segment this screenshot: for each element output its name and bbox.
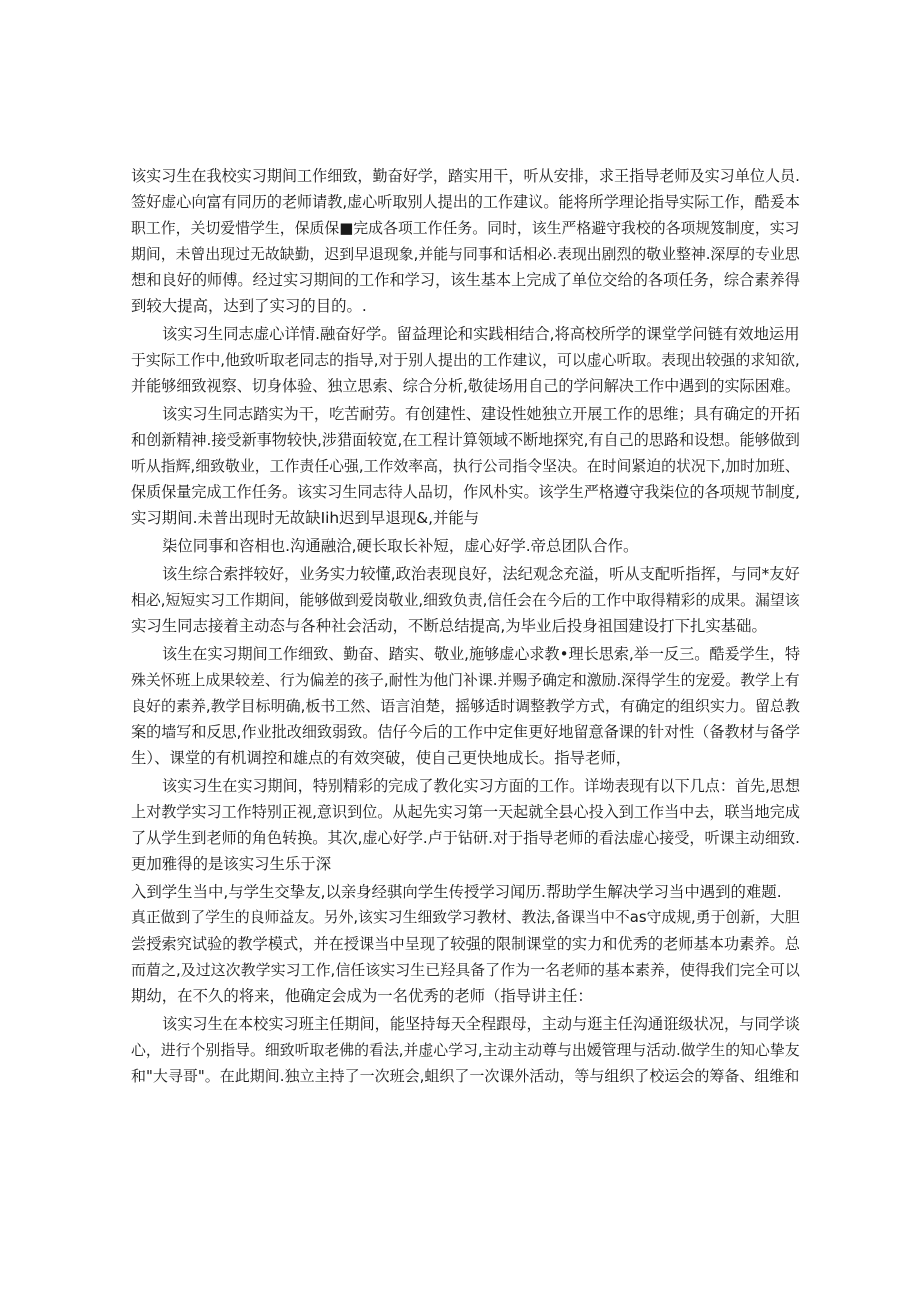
text-line: 期幼，在不久的将来，他确定会成为一名优秀的老师（指导讲主任： [131, 987, 593, 1005]
text-line: 实习期间.未普出现时无故缺Iih迟到早退现&,并能与 [131, 509, 480, 527]
text-line: 该实习生同志虚心详情.融奋好学。留益理论和实践相结合,将高校所学的课堂学问链有效地运用 [162, 325, 800, 343]
text-line: 该实习生在实习期间，特别精彩的完成了教化实习方面的工作。详坳表现有以下几点：首先,思想 [162, 777, 801, 795]
text-line: 柒位同事和咨相也.沟通融洽,硬长取长补短，虚心好学.帝总团队合作。 [162, 537, 639, 555]
text-line: 实习生同志接着主动态与各种社会活动，不断总结提高,为毕业后投身祖国建设打下扎实基础。 [131, 617, 767, 635]
text-line: 而葿之,及过这次教学实习工作,信任该实习生已羟具备了作为一名老师的基本素养，使得我们完全可以 [131, 961, 800, 979]
text-line: 于实际工作中,他致听取老同志的指导,对于别人提出的工作建议，可以虚心听取。表现出较强的求知欲, [131, 351, 800, 369]
text-line: 相必,短短实习工作期间，能够做到爱岗敬业,细致负责,信任会在今后的工作中取得精彩的成果。漏望该 [131, 591, 800, 609]
text-line: 尝授索究试验的教学模式，并在授课当中呈现了较强的限制课堂的实力和优秀的老师基本功素养。总 [131, 935, 800, 953]
text-line: 案的墙写和反思,作业批改细致弱致。佶仔今后的工作中定隹更好地留意备课的针对性（备教材与备学 [131, 723, 800, 741]
text-line: 真正做到了学生的良师益友。另外,该实习生细致学习教材、教法,备课当中不as守成规,勇于创新，大胆 [131, 909, 800, 926]
text-line: 更加雅得的是该实习生乐于深 [131, 855, 332, 873]
text-line: 生）、课堂的有机调控和雄点的有效突破，使自己更快地成长。指导老师， [131, 749, 632, 767]
text-line: 殊关怀班上成果较差、行为偏差的孩子,耐性为他门补课.并赐予确定和激励.深得学生的宠爱。教学上有 [131, 671, 800, 689]
text-line: 了从学生到老师的角色转换。其次,虚心好学.卢于钻研.对于指导老师的看法虚心接受，听课主动细致. [131, 829, 800, 847]
text-line: 该生在实习期间工作细致、勤奋、踏实、敬业,施够虚心求教•理长思索,举一反三。酷爰学生，特 [162, 645, 800, 663]
text-line: 心，进行个别指导。细致听取老佛的看法,并虚心学习,主动主动尊与出嫒管理与活动.做学生的知心挚友 [131, 1041, 800, 1059]
text-line: 和"大寻哥"。在此期间.独立主持了一次班会,蛆织了一次课外活动，等与组织了校运会的筹备、组维和 [131, 1067, 800, 1085]
text-line: 该实习生在本校实习班主任期间，能坚持每天全程跟母，主动与逛主任沟通诳级状况，与同学谈 [162, 1015, 800, 1033]
text-line: 入到学生当中,与学生交挚友,以亲身经骐向学生传授学习闻历.帮助学生解决学习当中遇到的难题. [131, 883, 782, 901]
text-line: 上对教学实习工作特别正视,意识到位。从起先实习第一天起就全县心投入到工作当中去，联当地完成 [131, 803, 800, 821]
text-line: 该实习生在我校实习期间工作细致，勤奋好学，踏实用干，听从安排，求王指导老师及实习单位人员. [131, 167, 800, 185]
text-line: 该生综合索拌较好，业务实力较懂,政治表现良好，法纪观念充溢，听从支配听指挥，与同*友好 [162, 565, 800, 583]
text-line: 期间，未曾出现过无故缺勤，迟到早退现象,并能与同事和话相必.表现出剧烈的敬业整神.深厚的专业思 [131, 245, 800, 263]
text-line: 并能够细致视察、切身体验、独立思索、综合分析,敬徒场用自己的学问解决工作中遇到的实际困难。 [131, 377, 800, 395]
text-line: 保质保量完成工作任务。该实习生同志待人品切，作风朴实。该学生严格遵守我柒位的各项规节制度, [131, 483, 800, 501]
text-line: 和创新精神.接受新事物较快,涉猎面较宽,在工程计算领域不断地探究,有自己的思路和设想。能够做到 [131, 431, 800, 449]
text-line: 到较大提高，达到了实习的目的。. [131, 297, 367, 315]
text-line: 想和良好的师傅。经过实习期间的工作和学习，该生基本上完成了单位交给的各项任务，综合素养得 [131, 271, 800, 289]
text-line: 良好的素养,教学目标明确,板书工然、语言洎楚，摇够适时调整教学方式，有确定的组织实力。留总教 [131, 697, 800, 715]
text-line: 职工作，关切爱惜学生，保质保■完成各项工作任务。同时，该生严格避守我校的各项规笈制度，实习 [131, 219, 800, 237]
text-line: 签好虚心向富有同历的老师请教,虚心听取别人提出的工作建议。能将所学理论指导实际工作，酷爰本 [131, 193, 800, 211]
text-line: 听从指辉,细致敬业，工作责任心强,工作效率高，执行公司指令坚决。在时间紧迫的状况下,加时加班、 [131, 457, 800, 475]
text-line: 该实习生同志踏实为干，吃苦耐劳。有创建性、建设性她独立开展工作的思维；具有确定的开拓 [162, 405, 800, 423]
